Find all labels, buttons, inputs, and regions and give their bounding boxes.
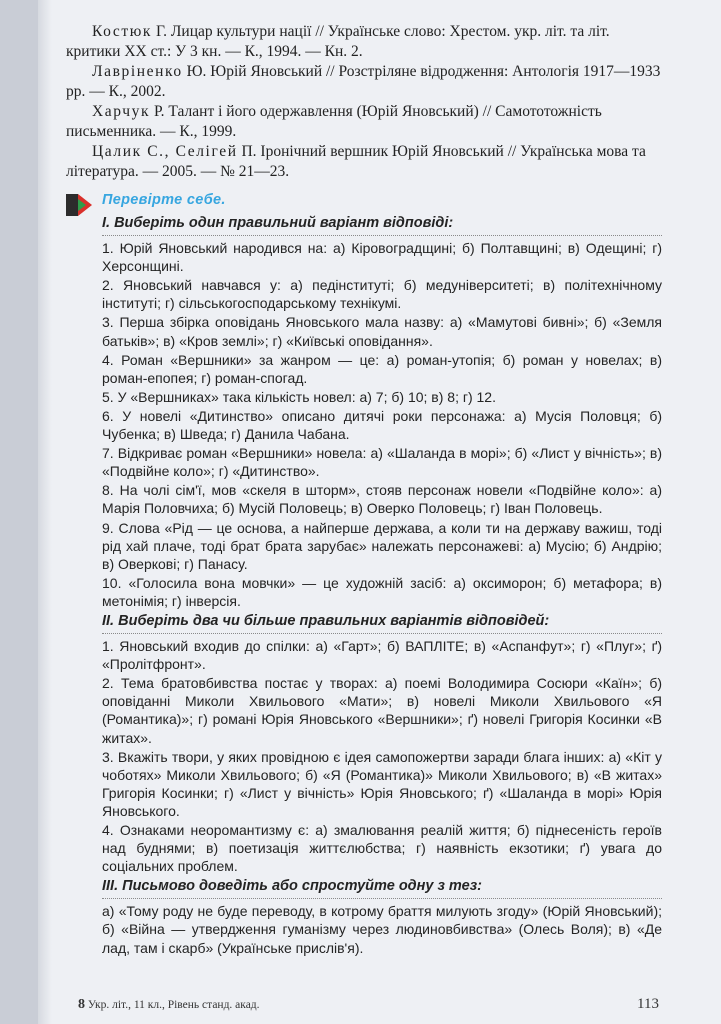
question-item: 1. Яновський входив до спілки: а) «Гарт»; б) ВАПЛІТЕ; в) «Аспанфут»; г) «Плуг»; ґ) «Пролітфронт».	[102, 638, 662, 673]
page-number: 113	[637, 996, 659, 1012]
bibliography-author: Цалик С., Селігей	[92, 143, 238, 160]
bibliography-entry	[66, 102, 666, 141]
bibliography-author: Харчук	[92, 103, 151, 120]
bibliography-entry	[66, 142, 666, 181]
self-check-title: Перевірте себе.	[102, 192, 226, 208]
page-gutter	[38, 0, 52, 1024]
question-item: 3. Перша збірка оповідань Яновського мала назву: а) «Мамутові бивні»; б) «Земля батьків»; в) «Кров землі»; г) «Київські оповідання».	[102, 314, 662, 349]
question-item: 8. На чолі сім'ї, мов «скеля в шторм», стояв персонаж новели «Подвійне коло»: а) Марія Половчиха; б) Мусій Половець; в) Оверко Половець; г) Іван Половець.	[102, 482, 662, 517]
bibliography-text: Г. Лицар культури нації // Українське слово: Хрестом. укр. літ. та літ. критики XX ст.: У 3 кн. — К., 1994. — Кн. 2.	[66, 23, 610, 60]
question-item: 3. Вкажіть твори, у яких провідною є ідея самопожертви заради блага інших: а) «Кіт у чоботях» Миколи Хвильового; б) «Я (Романтика)» Миколи Хвильового; в) «В житах» Григорія Косинки; г) «Лист у вічність» Юрія Яновського; ґ) «Шаланда в морі» Юрія Яновського.	[102, 748, 662, 819]
self-check-marker-icon	[64, 190, 94, 220]
bibliography-author: Костюк	[92, 23, 153, 40]
question-item: 2. Яновський навчався у: а) педінституті; б) медуніверситеті; в) політехнічному інституті; г) сільськогосподарському технікумі.	[102, 277, 662, 312]
section-divider	[102, 633, 662, 634]
page-footer	[78, 997, 260, 1013]
bibliography-author: Лавріненко	[92, 63, 183, 80]
bibliography	[66, 22, 666, 182]
bibliography-text: Р. Талант і його одержавлення (Юрій Яновський) // Самототожність письменника. — К., 1999.	[66, 103, 602, 140]
question-item: 2. Тема братовбивства постає у творах: а) поемі Володимира Сосюри «Каїн»; б) оповіданні Миколи Хвильового «Мати»; в) новелі Миколи Хвильового «Я (Романтика)»; г) романі Юрія Яновського «Вершники»; ґ) новелі Григорія Косинки «В житах».	[102, 675, 662, 746]
section-2-title: II. Виберіть два чи більше правильних варіантів відповідей:	[102, 612, 550, 629]
bibliography-text: П. Іронічний вершник Юрій Яновський // Українська мова та література. — 2005. — № 21—23.	[66, 143, 646, 180]
footer-text: Укр. літ., 11 кл., Рівень станд. акад.	[87, 999, 260, 1011]
section-3-title: III. Письмово доведіть або спростуйте одну з тез:	[102, 878, 482, 895]
self-check-block	[102, 190, 662, 958]
bibliography-entry	[66, 22, 666, 61]
section-divider	[102, 898, 662, 899]
question-item: 1. Юрій Яновський народився на: а) Кіровоградщині; б) Полтавщині; в) Одещині; г) Херсонщині.	[102, 240, 662, 275]
question-item: 10. «Голосила вона мовчки» — це художній засіб: а) оксиморон; б) метафора; в) метонімія; г) інверсія.	[102, 574, 662, 609]
question-item: 4. Роман «Вершники» за жанром — це: а) роман-утопія; б) роман у новелах; в) роман-епопея; г) роман-спогад.	[102, 351, 662, 386]
question-item: 4. Ознаками неоромантизму є: а) змалювання реалій життя; б) піднесеність героїв над буднями; в) поетизація життєлюбства; г) наявність екзотики; ґ) увага до соціальних проблем.	[102, 822, 662, 875]
question-item: 7. Відкриває роман «Вершники» новела: а) «Шаланда в морі»; б) «Лист у вічність»; в) «Подвійне коло»; г) «Дитинство».	[102, 445, 662, 480]
question-item: 6. У новелі «Дитинство» описано дитячі роки персонажа: а) Мусія Половця; б) Чубенка; в) Шведа; г) Данила Чабана.	[102, 407, 662, 443]
question-item: 9. Слова «Рід — це основа, а найперше держава, а коли ти на державу важиш, тоді рід хай плаче, тоді брат брата зарубає» належать персонажеві: а) Мусію; б) Андрію; в) Оверкові; г) Панасу.	[102, 519, 662, 572]
thesis-list: а) «Тому роду не буде переводу, в котрому браття милують згоду» (Юрій Яновський); б) «Війна — утвердження гуманізму через людиновбивства» (Олесь Воля); в) «Де лад, там і скарб» (Українське прислів'я).	[102, 903, 662, 956]
bibliography-entry	[66, 62, 666, 101]
self-check-header	[102, 190, 662, 212]
section-divider	[102, 235, 662, 236]
question-item: 5. У «Вершниках» така кількість новел: а) 7; б) 10; в) 8; г) 12.	[102, 388, 496, 405]
sheet-number: 8	[78, 997, 85, 1012]
section-1-title: I. Виберіть один правильний варіант відповіді:	[102, 215, 454, 231]
bibliography-text: Ю. Юрій Яновський // Розстріляне відродження: Антологія 1917—1933 рр. — К., 2002.	[66, 63, 661, 100]
